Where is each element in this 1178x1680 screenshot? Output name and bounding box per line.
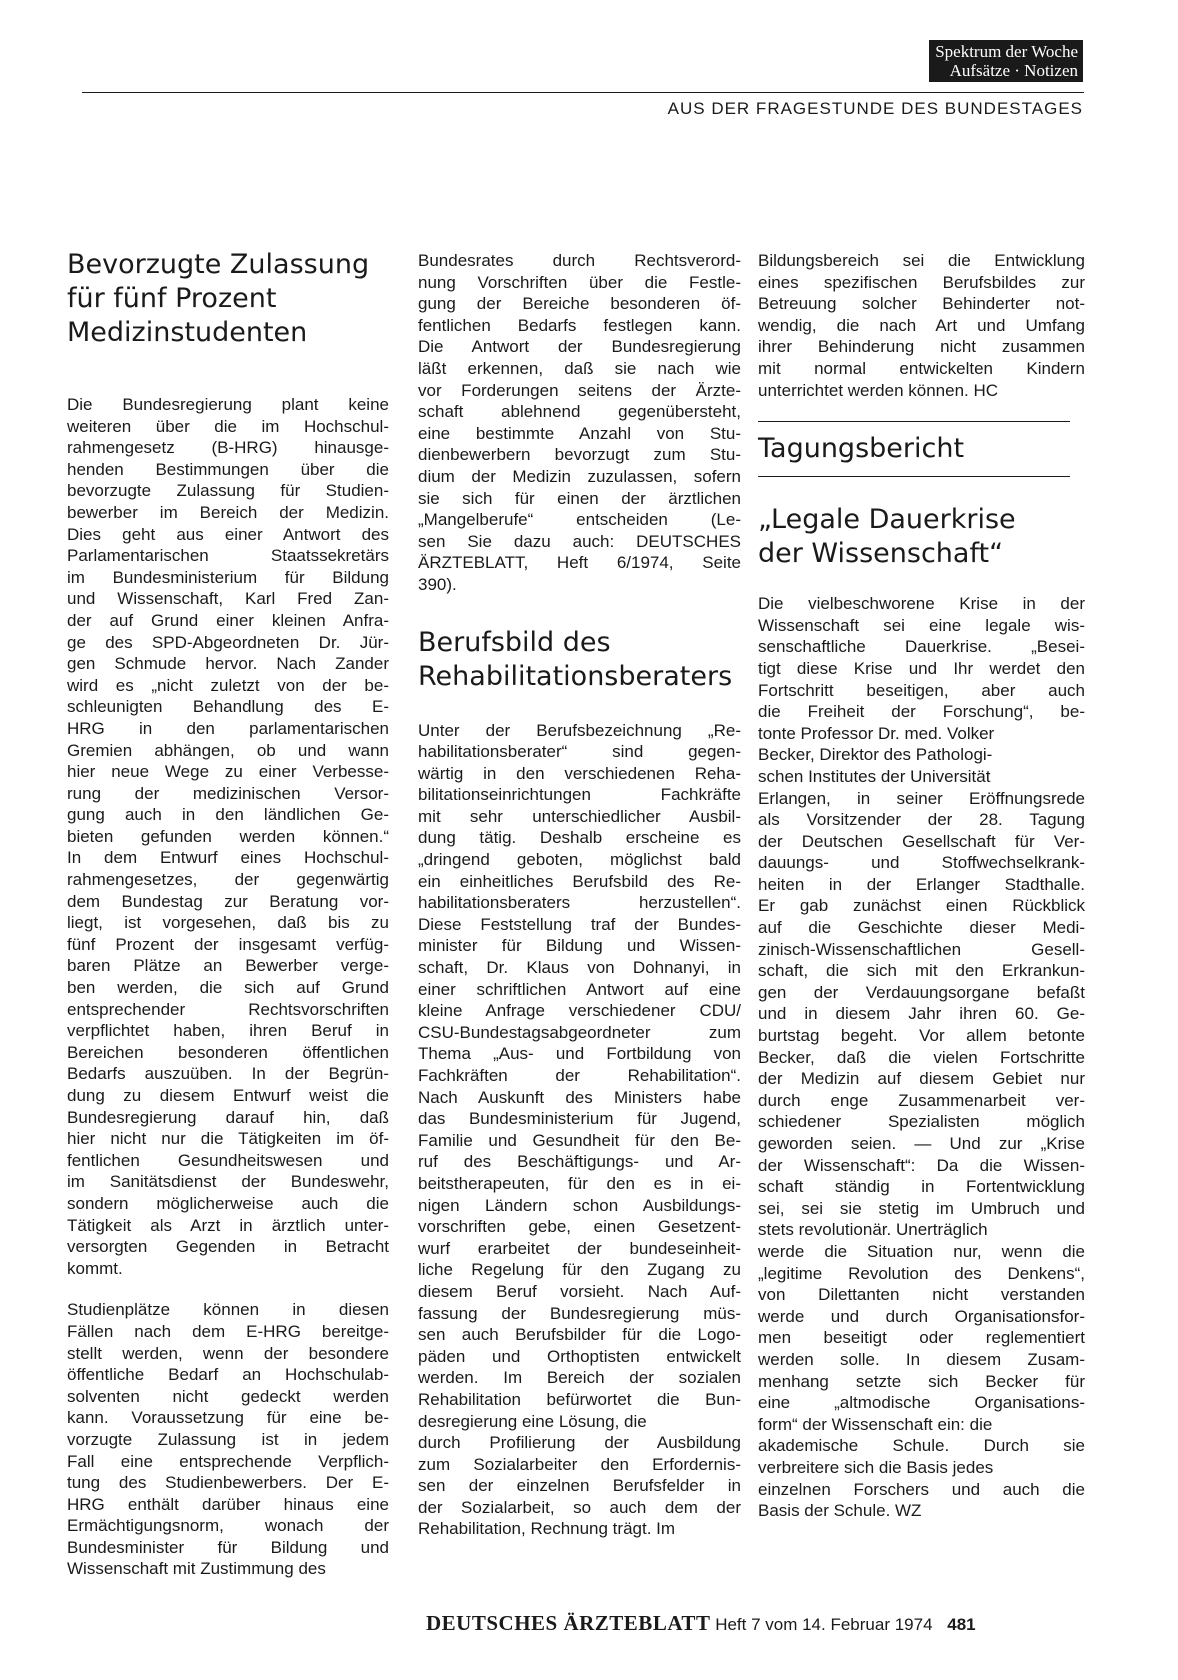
text-line: vor Forderungen seitens der Ärzte-	[418, 380, 741, 400]
report-paragraph-1	[758, 593, 1085, 1522]
section-badge-line1: Spektrum der Woche	[935, 42, 1078, 61]
text-line: henden Bestimmungen über die	[67, 459, 389, 479]
text-line: eine „altmodische Organisations-	[758, 1393, 1085, 1413]
text-line: sen Sie dazu auch: DEUTSCHES	[418, 531, 741, 551]
text-line: Studienplätze können in diesen	[67, 1300, 389, 1320]
text-line: wendig, die nach Art und Umfang	[758, 315, 1085, 335]
text-line: kommt.	[67, 1258, 123, 1278]
text-line: Rehabilitation, Rechnung trägt. Im	[418, 1519, 676, 1539]
report-section-title: Tagungsbericht	[758, 433, 965, 465]
text-line: dauungs- und Stoffwechselkrank-	[758, 853, 1085, 873]
text-line: läßt erkennen, daß sie nach wie	[418, 358, 741, 378]
column-2	[418, 250, 741, 1540]
footer-issue: Heft 7 vom 14. Februar 1974	[715, 1615, 933, 1634]
text-line: geworden seien. — Und zur „Krise	[758, 1134, 1085, 1153]
article1-title-line: Bevorzugte Zulassung	[67, 249, 370, 280]
article2-paragraph-2	[758, 250, 1085, 401]
text-line: diesem Beruf vorsieht. Nach Auf-	[418, 1281, 741, 1301]
text-line: nigen Ländern schon Ausbildungs-	[418, 1195, 741, 1215]
text-line: sie sich für einen der ärztlichen	[418, 488, 741, 508]
text-line: Becker, daß die vielen Fortschritte	[758, 1047, 1085, 1067]
text-line: beitstherapeuten, für den es in ei-	[418, 1173, 741, 1193]
text-line: rahmengesetzes, der gegenwärtig	[67, 870, 389, 890]
article2-paragraph-1	[418, 720, 741, 1541]
text-line: sen auch Berufsbilder für die Logo-	[418, 1325, 741, 1345]
text-line: rahmengesetz (B-HRG) hinausge-	[67, 438, 389, 458]
text-line: habilitationsberater“ sind gegen-	[418, 742, 741, 762]
article1-title	[67, 248, 389, 350]
text-line: der Deutschen Gesellschaft für Ver-	[758, 831, 1085, 851]
text-line: fünf Prozent der insgesamt verfüg-	[67, 934, 389, 954]
column-3	[758, 250, 1085, 1522]
text-line: und in diesem Jahr ihren 60. Ge-	[758, 1004, 1085, 1024]
text-line: wärtig in den verschiedenen Reha-	[418, 763, 741, 783]
text-line: ruf des Beschäftigungs- und Ar-	[418, 1152, 741, 1172]
text-line: im Bundesministerium für Bildung	[67, 567, 389, 587]
text-line: wird es „nicht zuletzt von der be-	[67, 675, 389, 695]
text-line: gen Schmude hervor. Nach Zander	[67, 654, 389, 674]
text-line: verbreitere sich die Basis jedes	[758, 1457, 994, 1477]
running-head: AUS DER FRAGESTUNDE DES BUNDESTAGES	[667, 99, 1083, 118]
text-line: von Dilettanten nicht verstanden	[758, 1285, 1085, 1305]
section-badge	[929, 40, 1083, 82]
text-line: schleunigten Behandlung des E-	[67, 697, 389, 717]
article1-paragraph-1	[67, 394, 389, 1279]
page-number: 481	[947, 1615, 976, 1634]
text-line: Bundesrates durch Rechtsverord-	[418, 251, 741, 270]
text-line: kleine Anfrage verschiedener CDU/	[418, 1001, 741, 1021]
text-line: fentlichen Gesundheitswesen und	[67, 1150, 389, 1170]
text-line: sondern möglicherweise auch die	[67, 1193, 389, 1213]
text-line: form“ der Wissenschaft ein: die	[758, 1414, 993, 1434]
text-line: bevorzugte Zulassung für Studien-	[67, 481, 389, 501]
text-line: versorgten Gegenden in Betracht	[67, 1237, 389, 1257]
text-line: einzelnen Forschers und auch die	[758, 1479, 1085, 1499]
text-line: ein einheitliches Berufsbild des Re-	[418, 871, 741, 891]
text-line: ben werden, die sich auf Grund	[67, 978, 389, 998]
text-line: rung der medizinischen Versor-	[67, 783, 389, 803]
article1-title-line: Medizinstudenten	[67, 317, 308, 348]
text-line: Wissenschaft sei eine legale wis-	[758, 615, 1085, 635]
text-line: burtstag begeht. Vor allem betonte	[758, 1026, 1085, 1046]
text-line: hier neue Wege zu einer Verbesse-	[67, 762, 389, 782]
text-line: sei, sei sie stetig im Umbruch und	[758, 1198, 1085, 1218]
text-line: Bildungsbereich sei die Entwicklung	[758, 251, 1085, 270]
text-line: das Bundesministerium für Jugend,	[418, 1109, 741, 1129]
text-line: Rehabilitation befürwortet die Bun-	[418, 1389, 741, 1409]
text-line: der auf Grund einer kleinen Anfra-	[67, 610, 389, 630]
text-line: Diese Feststellung traf der Bundes-	[418, 914, 741, 934]
text-line: In dem Entwurf eines Hochschul-	[67, 848, 389, 868]
article2-title-line: Berufsbild des	[418, 626, 611, 658]
page-footer	[426, 1611, 976, 1636]
report-title-line: „Legale Dauerkrise	[758, 504, 1016, 536]
text-line: solventen nicht gedeckt werden	[67, 1386, 389, 1406]
text-line: hier nicht nur die Tätigkeiten im öf-	[67, 1129, 389, 1149]
text-line: Becker, Direktor des Pathologi-	[758, 745, 993, 765]
text-line: 390).	[418, 574, 457, 594]
text-line: habilitationsberaters herzustellen“.	[418, 893, 741, 913]
text-line: vorzugte Zulassung ist in jedem	[67, 1429, 389, 1449]
text-line: als Vorsitzender der 28. Tagung	[758, 810, 1085, 830]
text-line: zum Sozialarbeiter den Erfordernis-	[418, 1454, 741, 1474]
text-line: mit sehr unterschiedlicher Ausbil-	[418, 806, 741, 826]
text-line: durch enge Zusammenarbeit ver-	[758, 1090, 1085, 1110]
text-line: bieten gefunden werden können.“	[67, 826, 389, 846]
text-line: schaft, Dr. Klaus von Dohnanyi, in	[418, 958, 741, 978]
text-line: Die Bundesregierung plant keine	[67, 395, 389, 414]
text-line: Erlangen, in seiner Eröffnungsrede	[758, 788, 1085, 808]
section-rule-bottom	[758, 476, 1070, 477]
top-rule	[82, 92, 1084, 93]
text-line: senschaftliche Dauerkrise. „Besei-	[758, 637, 1085, 657]
text-line: Die vielbeschworene Krise in der	[758, 594, 1085, 614]
text-line: schen Institutes der Universität	[758, 766, 991, 786]
text-line: auf die Geschichte dieser Medi-	[758, 918, 1085, 938]
text-line: gung der Bereiche besonderen öf-	[418, 294, 741, 314]
text-line: Nach Auskunft des Ministers habe	[418, 1087, 741, 1107]
text-line: die Freiheit der Forschung“, be-	[758, 702, 1085, 722]
text-line: CSU-Bundestagsabgeordneter zum	[418, 1022, 741, 1042]
text-line: sen der einzelnen Berufsfelder in	[418, 1476, 741, 1496]
article1-paragraph-3	[418, 250, 741, 596]
text-line: werde und durch Organisationsfor-	[758, 1306, 1085, 1326]
text-line: ihrer Behinderung nicht zusammen	[758, 337, 1085, 357]
text-line: HRG in den parlamentarischen	[67, 718, 389, 738]
text-line: vorschriften gebe, einen Gesetzent-	[418, 1217, 741, 1237]
text-line: Bundesregierung darauf hin, daß	[67, 1107, 389, 1127]
section-rule-top	[758, 421, 1070, 422]
article2-title	[418, 626, 741, 694]
text-line: weiteren über die im Hochschul-	[67, 416, 389, 436]
footer-journal-name: DEUTSCHES ÄRZTEBLATT	[426, 1611, 711, 1635]
text-line: Unter der Berufsbezeichnung „Re-	[418, 720, 741, 740]
text-line: liegt, ist vorgesehen, daß bis zu	[67, 913, 389, 933]
text-line: eines spezifischen Berufsbildes zur	[758, 272, 1085, 292]
text-line: ÄRZTEBLATT, Heft 6/1974, Seite	[418, 553, 741, 573]
text-line: Die Antwort der Bundesregierung	[418, 337, 741, 357]
report-title-line: der Wissenschaft“	[758, 538, 1004, 570]
text-line: Bedarfs auszuüben. In der Begrün-	[67, 1064, 389, 1084]
text-line: eine bestimmte Anzahl von Stu-	[418, 423, 741, 443]
text-line: stets revolutionär. Unerträglich	[758, 1220, 988, 1240]
text-line: dienbewerbern bevorzugt zum Stu-	[418, 445, 741, 465]
text-line: menhang setzte sich Becker für	[758, 1371, 1085, 1391]
section-badge-line2: Aufsätze · Notizen	[949, 61, 1078, 80]
text-line: Wissenschaft mit Zustimmung des	[67, 1559, 326, 1579]
text-line: einer schriftlichen Antwort auf eine	[418, 979, 741, 999]
text-line: unterrichtet werden können. HC	[758, 380, 999, 400]
text-line: Bereichen besonderen öffentlichen	[67, 1042, 389, 1062]
text-line: ge des SPD-Abgeordneten Dr. Jür-	[67, 632, 389, 652]
text-line: fassung der Bundesregierung müs-	[418, 1303, 741, 1323]
report-title	[758, 503, 1085, 571]
column-1	[67, 248, 389, 1580]
text-line: liche Regelung für den Zugang zu	[418, 1260, 741, 1280]
text-line: gen der Verdauungsorgane befaßt	[758, 982, 1085, 1002]
text-line: schiedener Spezialisten möglich	[758, 1112, 1085, 1132]
text-line: Gremien abhängen, ob und wann	[67, 740, 389, 760]
text-line: Familie und Gesundheit für den Be-	[418, 1130, 741, 1150]
text-line: bewerber im Bereich der Medizin.	[67, 502, 389, 522]
text-line: Tätigkeit als Arzt in ärztlich unter-	[67, 1215, 389, 1235]
text-line: „dringend geboten, möglichst bald	[418, 850, 741, 870]
text-line: dium der Medizin zuzulassen, sofern	[418, 466, 741, 486]
text-line: Fällen nach dem E-HRG bereitge-	[67, 1321, 389, 1341]
text-line: gung auch in den ländlichen Ge-	[67, 805, 389, 825]
text-line: „Mangelberufe“ entscheiden (Le-	[418, 510, 741, 530]
text-line: werden solle. In diesem Zusam-	[758, 1349, 1085, 1369]
text-line: minister für Bildung und Wissen-	[418, 936, 741, 956]
text-line: tigt diese Krise und Ihr werdet den	[758, 658, 1085, 678]
text-line: tonte Professor Dr. med. Volker	[758, 723, 995, 743]
article2-title-line: Rehabilitationsberaters	[418, 660, 733, 692]
text-line: öffentliche Bedarf an Hochschulab-	[67, 1365, 389, 1385]
text-line: Er gab zunächst einen Rückblick	[758, 896, 1085, 916]
text-line: entsprechender Rechtsvorschriften	[67, 999, 389, 1019]
text-line: desregierung eine Lösung, die	[418, 1411, 647, 1431]
text-line: im Sanitätsdienst der Bundeswehr,	[67, 1172, 389, 1192]
text-line: Thema „Aus- und Fortbildung von	[418, 1044, 741, 1064]
text-line: durch Profilierung der Ausbildung	[418, 1433, 741, 1453]
text-line: stellt werden, wenn der besondere	[67, 1343, 389, 1363]
text-line: schaft ablehnend gegenübersteht,	[418, 402, 741, 422]
text-line: der Wissenschaft“: Da die Wissen-	[758, 1155, 1085, 1175]
text-line: baren Plätze an Bewerber verge-	[67, 956, 389, 976]
text-line: HRG enthält darüber hinaus eine	[67, 1494, 389, 1514]
text-line: nung Vorschriften über die Festle-	[418, 272, 741, 292]
text-line: dung zu diesem Entwurf weist die	[67, 1086, 389, 1105]
text-line: Fachkräften der Rehabilitation“.	[418, 1066, 741, 1085]
text-line: und Wissenschaft, Karl Fred Zan-	[67, 589, 389, 609]
text-line: Dies geht aus einer Antwort des	[67, 524, 389, 544]
article1-paragraph-2	[67, 1299, 389, 1580]
text-line: men beseitigt oder reglementiert	[758, 1328, 1085, 1348]
text-line: Basis der Schule. WZ	[758, 1501, 922, 1521]
text-line: Betreuung solcher Behinderter not-	[758, 294, 1085, 314]
article1-title-line: für fünf Prozent	[67, 283, 277, 314]
text-line: Fortschritt beseitigen, aber auch	[758, 680, 1085, 700]
text-line: Fall eine entsprechende Verpflich-	[67, 1451, 389, 1471]
text-line: mit normal entwickelten Kindern	[758, 358, 1085, 378]
text-line: fentlichen Bedarfs festlegen kann.	[418, 315, 741, 335]
text-line: wurf erarbeitet der bundeseinheit-	[418, 1238, 741, 1258]
text-line: Ermächtigungsnorm, wonach der	[67, 1516, 389, 1536]
text-line: tung des Studienbewerbers. Der E-	[67, 1473, 389, 1493]
text-line: der Medizin auf diesem Gebiet nur	[758, 1069, 1085, 1089]
text-line: der Sozialarbeit, so auch dem der	[418, 1497, 741, 1517]
text-line: Parlamentarischen Staatssekretärs	[67, 546, 389, 566]
text-line: kann. Voraussetzung für eine be-	[67, 1408, 389, 1428]
text-line: Bundesminister für Bildung und	[67, 1537, 389, 1557]
text-line: akademische Schule. Durch sie	[758, 1436, 1085, 1456]
text-line: schaft, die sich mit den Erkrankun-	[758, 961, 1085, 981]
text-line: „legitime Revolution des Denkens“,	[758, 1263, 1085, 1283]
text-line: heiten in der Erlanger Stadthalle.	[758, 874, 1085, 894]
text-line: werde die Situation nur, wenn die	[758, 1241, 1085, 1261]
text-line: dem Bundestag zur Beratung vor-	[67, 891, 389, 911]
text-line: schaft ständig in Fortentwicklung	[758, 1177, 1085, 1197]
text-line: dung tätig. Deshalb erscheine es	[418, 828, 741, 848]
text-line: zinisch-Wissenschaftlichen Gesell-	[758, 939, 1085, 959]
text-line: werden. Im Bereich der sozialen	[418, 1368, 741, 1388]
text-line: verpflichtet haben, ihren Beruf in	[67, 1021, 389, 1041]
text-line: bilitationseinrichtungen Fachkräfte	[418, 785, 741, 805]
text-line: päden und Orthoptisten entwickelt	[418, 1346, 741, 1366]
